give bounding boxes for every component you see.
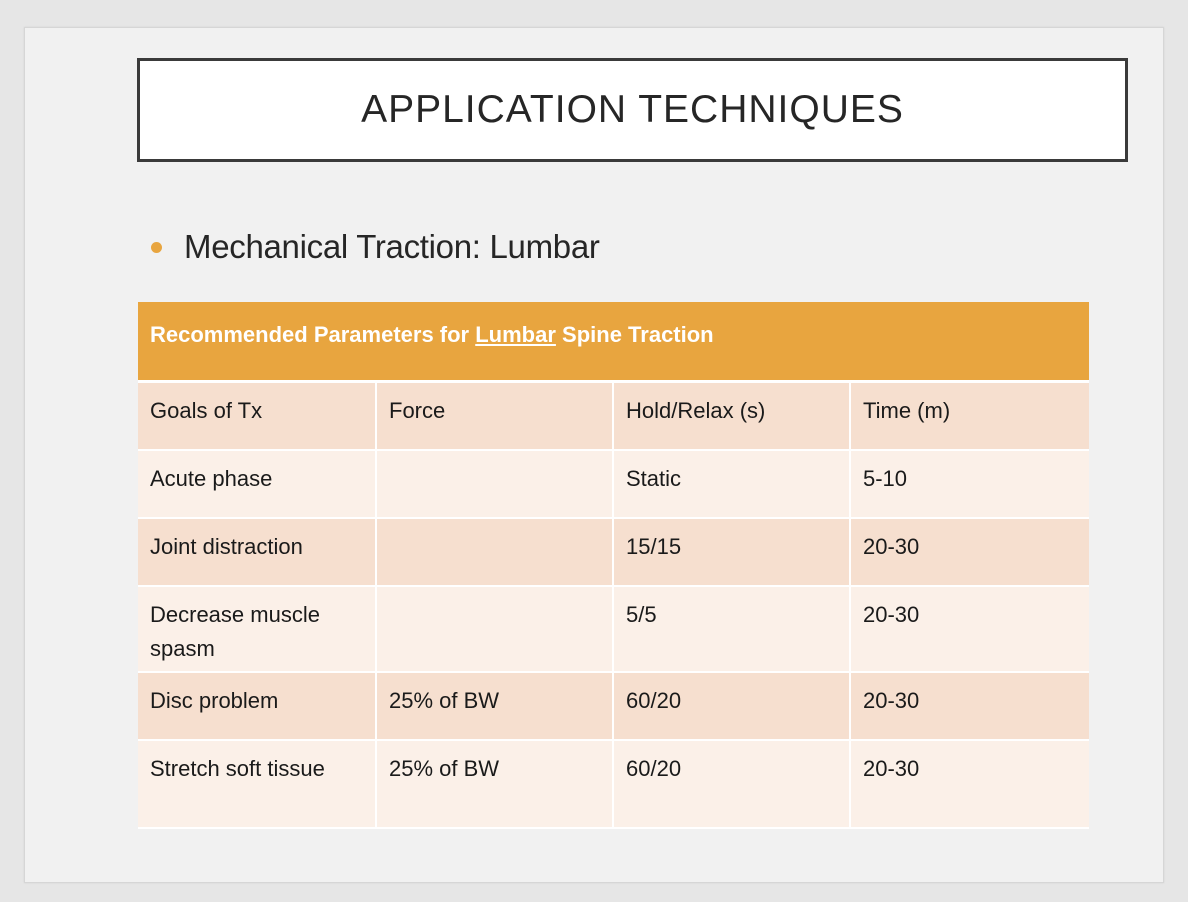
parameters-table — [138, 302, 1089, 829]
table-row — [138, 586, 1089, 672]
table-cell: 20-30 — [850, 672, 1089, 740]
table-cell: 20-30 — [850, 518, 1089, 586]
table-cell — [376, 586, 613, 672]
table-cell: 25% of BW — [376, 672, 613, 740]
table-cell — [376, 450, 613, 518]
table-cell: 5/5 — [613, 586, 850, 672]
table-cell: Joint distraction — [138, 518, 376, 586]
table-header-row — [138, 382, 1089, 451]
table-row — [138, 518, 1089, 586]
bullet-text: Mechanical Traction: Lumbar — [184, 228, 600, 265]
slide — [24, 27, 1164, 883]
column-header: Goals of Tx — [138, 382, 376, 451]
table-title-before: Recommended Parameters for — [150, 322, 476, 347]
table-cell: 25% of BW — [376, 740, 613, 828]
column-header: Time (m) — [850, 382, 1089, 451]
table-title-emphasis: Lumbar — [475, 322, 556, 347]
table-title — [138, 302, 1089, 382]
bullet-item — [151, 228, 600, 266]
table-cell: 15/15 — [613, 518, 850, 586]
column-header: Hold/Relax (s) — [613, 382, 850, 451]
table-cell: 60/20 — [613, 672, 850, 740]
bullet-dot-icon — [151, 242, 162, 253]
table-cell — [376, 518, 613, 586]
table-cell: Disc problem — [138, 672, 376, 740]
table-cell: Decrease muscle spasm — [138, 586, 376, 672]
table-row — [138, 450, 1089, 518]
table-cell: Static — [613, 450, 850, 518]
table-cell: 60/20 — [613, 740, 850, 828]
slide-title: APPLICATION TECHNIQUES — [361, 88, 904, 131]
table-cell: Stretch soft tissue — [138, 740, 376, 828]
parameters-table-wrap — [138, 302, 1089, 829]
column-header: Force — [376, 382, 613, 451]
table-row — [138, 672, 1089, 740]
table-row — [138, 740, 1089, 828]
title-box — [137, 58, 1128, 162]
table-cell: 5-10 — [850, 450, 1089, 518]
table-title-after: Spine Traction — [555, 322, 714, 347]
table-cell: 20-30 — [850, 586, 1089, 672]
table-cell: 20-30 — [850, 740, 1089, 828]
table-cell: Acute phase — [138, 450, 376, 518]
